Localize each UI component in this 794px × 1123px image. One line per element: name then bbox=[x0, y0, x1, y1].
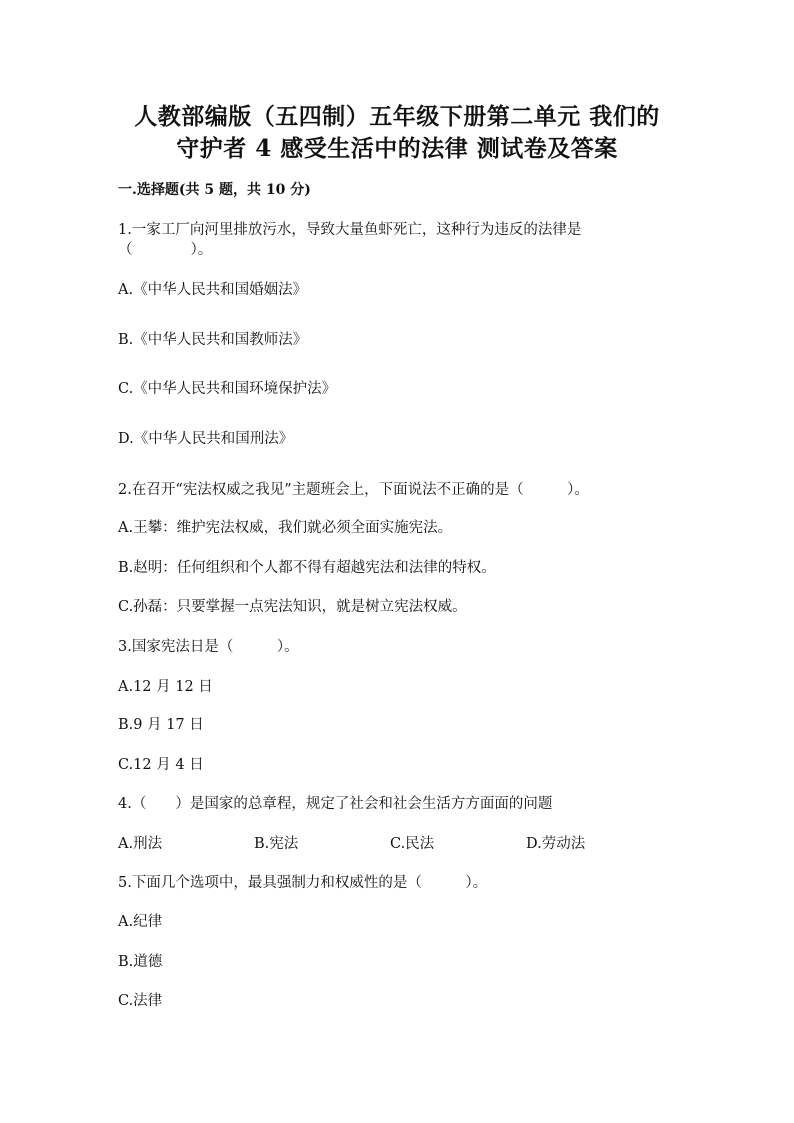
question-2-option-c: C.孙磊：只要掌握一点宪法知识，就是树立宪法权威。 bbox=[118, 599, 467, 615]
question-1-option-d: D.《中华人民共和国刑法》 bbox=[118, 431, 294, 447]
question-1-stem-continued: （ ）。 bbox=[118, 242, 213, 258]
question-4-stem: 4.（ ）是国家的总章程，规定了社会和社会生活方方面面的问题 bbox=[118, 796, 553, 812]
question-5-option-a: A.纪律 bbox=[118, 914, 163, 930]
question-1-option-a: A.《中华人民共和国婚姻法》 bbox=[118, 282, 308, 298]
question-1-option-c: C.《中华人民共和国环境保护法》 bbox=[118, 381, 337, 397]
question-1-stem: 1.一家工厂向河里排放污水，导致大量鱼虾死亡，这种行为违反的法律是 bbox=[118, 222, 582, 238]
question-3-option-c: C.12 月 4 日 bbox=[118, 757, 204, 773]
question-3-option-a: A.12 月 12 日 bbox=[118, 679, 213, 695]
question-2-option-a: A.王攀：维护宪法权威，我们就必须全面实施宪法。 bbox=[118, 520, 453, 536]
section-heading: 一.选择题(共 5 题，共 10 分) bbox=[118, 182, 311, 198]
question-5-option-b: B.道德 bbox=[118, 954, 163, 970]
document-title-line-1: 人教部编版（五四制）五年级下册第二单元 我们的 bbox=[134, 103, 660, 130]
document-title-line-2: 守护者 4 感受生活中的法律 测试卷及答案 bbox=[176, 135, 618, 162]
question-4-option-d: D.劳动法 bbox=[526, 836, 586, 852]
question-2-option-b: B.赵明：任何组织和个人都不得有超越宪法和法律的特权。 bbox=[118, 560, 496, 576]
question-3-option-b: B.9 月 17 日 bbox=[118, 717, 204, 733]
question-1-option-b: B.《中华人民共和国教师法》 bbox=[118, 332, 308, 348]
question-3-stem: 3.国家宪法日是（ ）。 bbox=[118, 639, 299, 655]
question-5-option-c: C.法律 bbox=[118, 993, 163, 1009]
question-4-option-c: C.民法 bbox=[390, 836, 435, 852]
question-4-option-b: B.宪法 bbox=[254, 836, 299, 852]
question-4-option-a: A.刑法 bbox=[118, 836, 163, 852]
question-5-stem: 5.下面几个选项中，最具强制力和权威性的是（ ）。 bbox=[118, 875, 488, 891]
question-2-stem: 2.在召开“宪法权威之我见”主题班会上，下面说法不正确的是（ ）。 bbox=[118, 482, 589, 498]
